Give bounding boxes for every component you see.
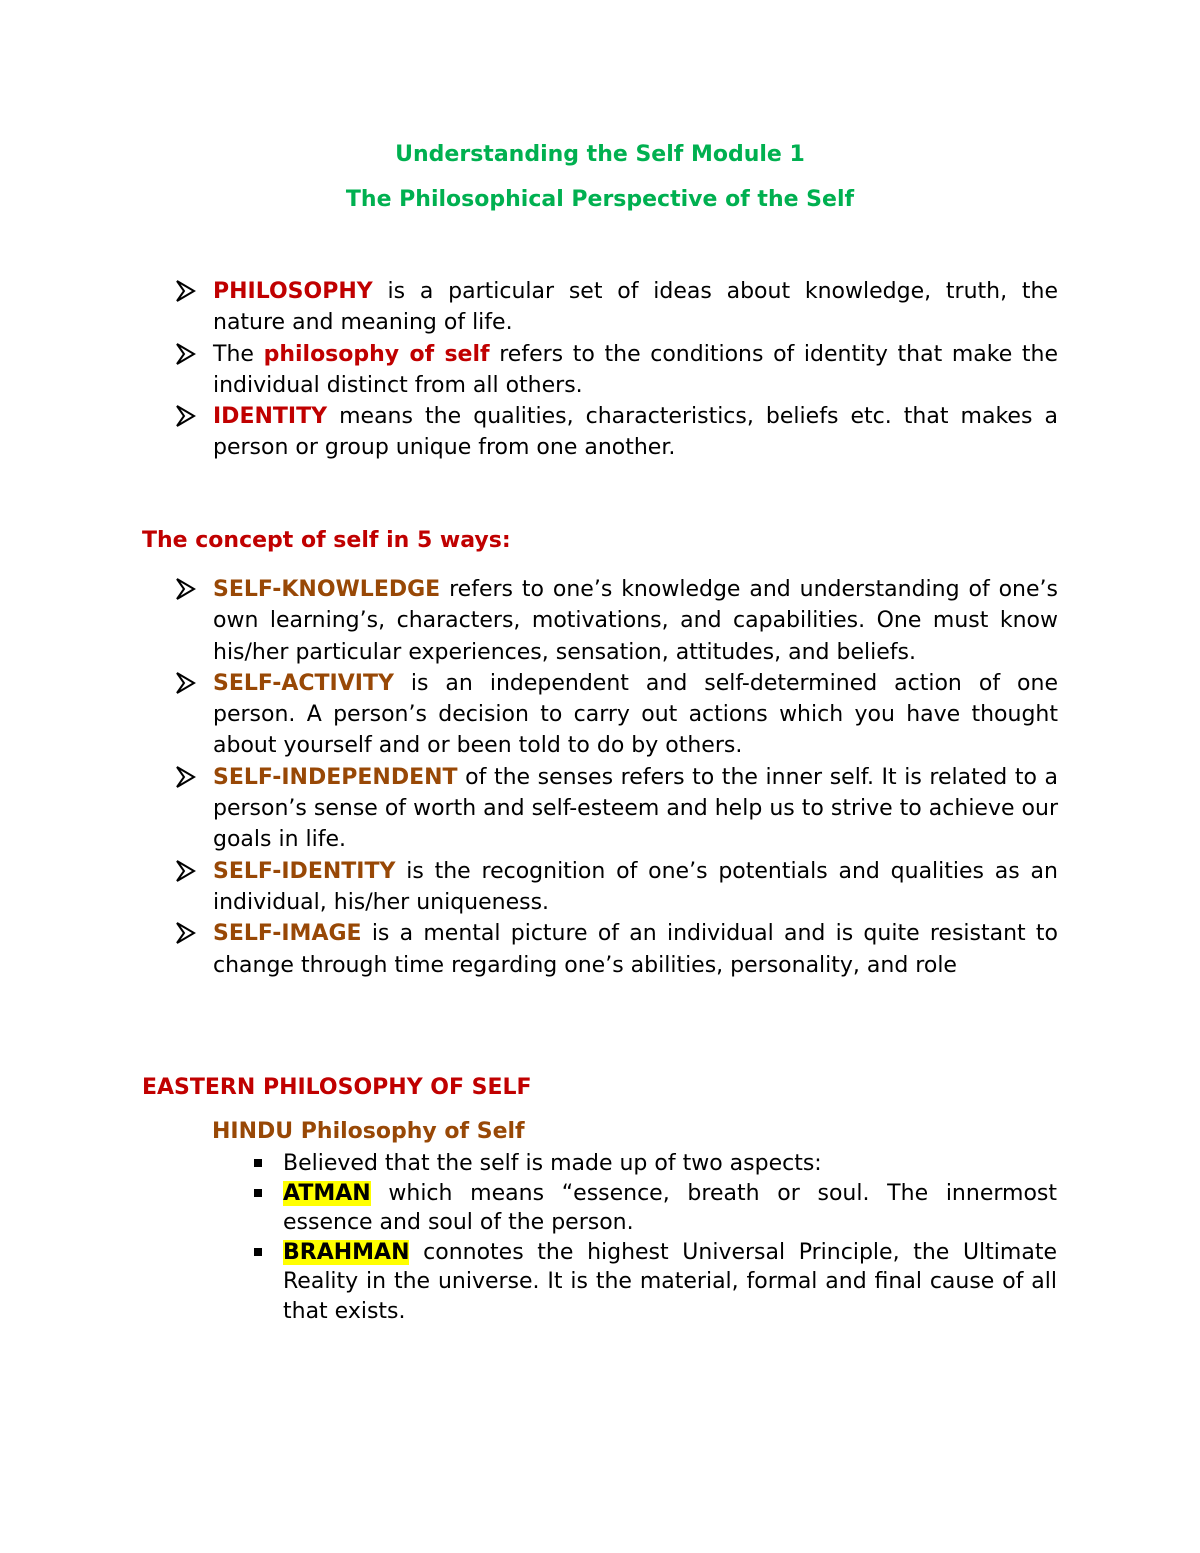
item-text: refers to the conditions of identity that make the individual distinct from all others. [213, 341, 1058, 398]
item-text: which means “essence, breath or soul. The innermost essence and soul of the person. [283, 1180, 1057, 1235]
list-item [172, 918, 1058, 981]
arrow-bullet-icon [175, 341, 197, 367]
list-item [247, 1179, 1057, 1238]
item-text: means the qualities, characteristics, beliefs etc. that makes a person or group unique from one another. [213, 404, 1058, 461]
concept-list [172, 574, 1058, 981]
arrow-bullet-icon [175, 920, 197, 946]
arrow-bullet-icon [175, 403, 197, 429]
list-item [172, 401, 1058, 464]
item-text: connotes the highest Universal Principle, the Ultimate Reality in the universe. It is the material, formal and final cause of all that exists. [283, 1239, 1057, 1324]
list-item [247, 1149, 1057, 1179]
arrow-bullet-icon [175, 576, 197, 602]
item-text: of the senses refers to the inner self. It is related to a person’s sense of worth and self-esteem and help us to strive to achieve our goals in life. [213, 764, 1058, 853]
term-identity: IDENTITY [213, 404, 328, 430]
square-bullet-icon [254, 1248, 262, 1256]
term-self-activity: SELF-ACTIVITY [213, 670, 394, 696]
item-text: is an independent and self-determined action of one person. A person’s decision to carry out actions which you have thought about yourself and or been told to do by others. [213, 670, 1058, 759]
list-item [172, 668, 1058, 762]
item-text: refers to one’s knowledge and understanding of one’s own learning’s, characters, motivations, and capabilities. One must know his/her particular experiences, sensation, attitudes, and beliefs. [213, 577, 1058, 665]
item-text: is a mental picture of an individual and is quite resistant to change through time regarding one’s abilities, personality, and role [213, 921, 1058, 978]
term-philosophy-of-self: philosophy of self [263, 341, 490, 367]
list-item [172, 856, 1058, 919]
item-text: Believed that the self is made up of two aspects: [283, 1151, 822, 1176]
term-self-image: SELF-IMAGE [213, 921, 362, 947]
term-atman: ATMAN [283, 1180, 371, 1206]
term-self-independent: SELF-INDEPENDENT [213, 764, 458, 790]
item-text: is a particular set of ideas about knowledge, truth, the nature and meaning of life. [213, 279, 1058, 336]
list-item [172, 762, 1058, 856]
list-item [172, 276, 1058, 339]
arrow-bullet-icon [175, 278, 197, 304]
list-item [247, 1238, 1057, 1327]
list-item [172, 339, 1058, 402]
square-bullet-icon [254, 1159, 262, 1167]
document-title: Understanding the Self Module 1 [395, 142, 805, 167]
arrow-bullet-icon [175, 858, 197, 884]
term-self-knowledge: SELF-KNOWLEDGE [213, 577, 441, 602]
arrow-bullet-icon [175, 670, 197, 696]
term-self-identity: SELF-IDENTITY [213, 858, 396, 884]
eastern-heading: EASTERN PHILOSOPHY OF SELF [142, 1075, 532, 1100]
term-brahman: BRAHMAN [283, 1239, 410, 1265]
square-bullet-icon [254, 1189, 262, 1197]
document-subtitle: The Philosophical Perspective of the Self [345, 187, 855, 212]
hindu-heading: HINDU Philosophy of Self [212, 1119, 525, 1144]
list-item [172, 574, 1058, 668]
term-philosophy: PHILOSOPHY [213, 279, 373, 304]
item-text: is the recognition of one’s potentials and qualities as an individual, his/her uniqueness. [213, 858, 1058, 915]
concept-heading: The concept of self in 5 ways: [142, 528, 511, 553]
arrow-bullet-icon [175, 764, 197, 790]
hindu-list [247, 1149, 1057, 1326]
item-lead: The [213, 341, 264, 367]
definitions-list [172, 276, 1058, 464]
